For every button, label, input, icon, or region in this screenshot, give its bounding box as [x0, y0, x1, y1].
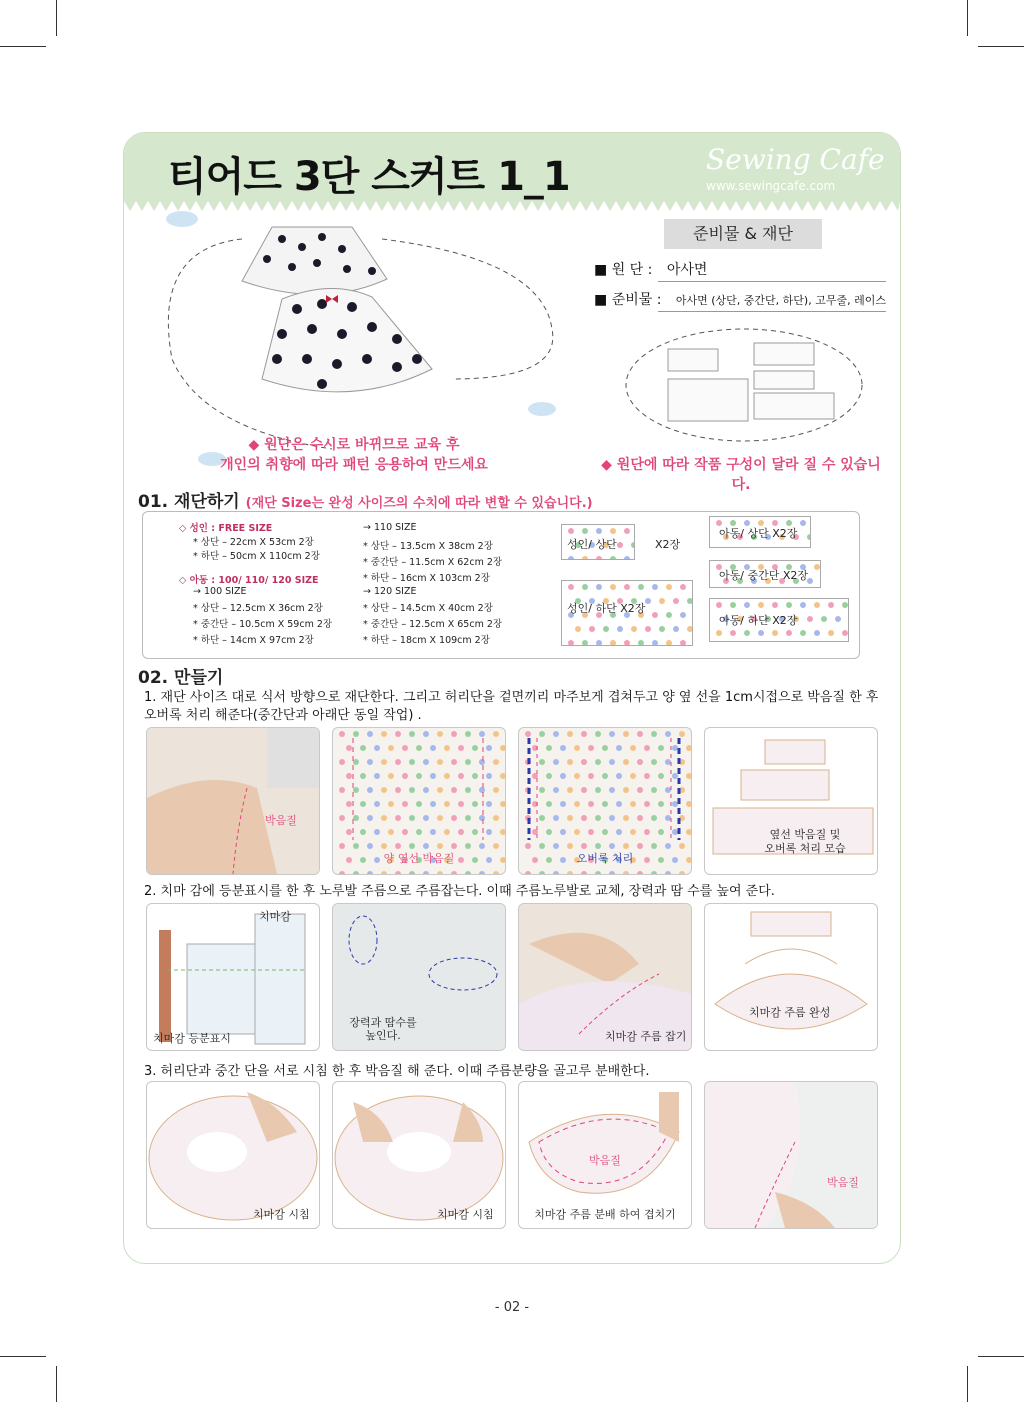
- flower-dot: [800, 630, 806, 636]
- bullet-icon: ■: [594, 292, 612, 308]
- flower-dot: [687, 626, 693, 632]
- flower-dot: [680, 640, 686, 646]
- flower-dot: [645, 626, 651, 632]
- flower-dot: [673, 598, 679, 604]
- size-line: * 상단 – 14.5cm X 40cm 2장: [363, 603, 493, 614]
- crop-mark: [978, 1356, 1024, 1357]
- flower-dot: [638, 640, 644, 646]
- flower-dot: [610, 640, 616, 646]
- flower-dot: [828, 630, 834, 636]
- flower-dot: [610, 556, 616, 560]
- photo-caption: 양 옆선 박음질: [383, 852, 455, 865]
- size-table: [142, 511, 860, 659]
- flower-dot: [624, 528, 630, 534]
- flower-dot: [617, 626, 623, 632]
- size-line: * 상단 – 13.5cm X 38cm 2장: [363, 541, 493, 552]
- size-line: * 하단 – 18cm X 109cm 2장: [363, 635, 490, 646]
- photo-caption: 박음질: [589, 1154, 621, 1167]
- crop-mark: [978, 46, 1024, 47]
- flower-dot: [800, 602, 806, 608]
- flower-dot: [596, 528, 602, 534]
- fabric-piece-label: 성인/ 상단: [567, 538, 617, 551]
- flower-dot: [842, 630, 848, 636]
- flower-dot: [758, 630, 764, 636]
- flower-dot: [772, 602, 778, 608]
- flower-dot: [582, 556, 588, 560]
- brand-logo: Sewing Cafe: [706, 143, 885, 176]
- photo-machine-tension: [332, 903, 506, 1051]
- photo-caption: 치마감 시침: [253, 1208, 310, 1221]
- flower-dot: [807, 616, 813, 622]
- size-head: → 100 SIZE: [193, 586, 247, 597]
- flower-dot: [610, 528, 616, 534]
- flower-dot: [744, 602, 750, 608]
- step-2-text: 2. 치마 감에 등분표시를 한 후 노루발 주름으로 주름잡는다. 이때 주름노루발로 교체, 장력과 땀 수를 높여 준다.: [144, 884, 775, 899]
- flower-dot: [652, 612, 658, 618]
- crop-mark: [0, 1356, 46, 1357]
- size-line: * 중간단 – 12.5cm X 65cm 2장: [363, 619, 503, 630]
- photo-overlock-result: [704, 727, 878, 875]
- fabric-piece-label: 성인/ 하단 X2장: [567, 602, 646, 615]
- flower-dot: [828, 602, 834, 608]
- flower-dot: [758, 602, 764, 608]
- flower-dot: [589, 626, 595, 632]
- flower-dot: [659, 598, 665, 604]
- fabric-row: [594, 259, 707, 279]
- photo-caption: 박음질: [827, 1176, 859, 1189]
- photo-caption: 박음질: [265, 814, 297, 827]
- crop-mark: [56, 1366, 57, 1402]
- flower-dot: [680, 612, 686, 618]
- section-cutting-subtitle: (재단 Size는 완성 사이즈의 수치에 따라 변할 수 있습니다.): [245, 496, 593, 511]
- child-size-head: ◇ 아동 : 100/ 110/ 120 SIZE: [179, 575, 319, 586]
- flower-dot: [582, 528, 588, 534]
- crop-mark: [0, 46, 46, 47]
- flower-dot: [610, 584, 616, 590]
- flower-dot: [568, 640, 574, 646]
- note-right: ◆ 원단에 따라 작품 구성이 달라 질 수 있습니다.: [601, 457, 881, 493]
- flower-dot: [631, 542, 635, 548]
- size-line: * 상단 – 12.5cm X 36cm 2장: [193, 603, 323, 614]
- flower-dot: [673, 626, 679, 632]
- photo-caption: 오버록 처리: [576, 852, 634, 865]
- flower-dot: [786, 630, 792, 636]
- note-left: ◆ 원단은 수시로 바뀌므로 교육 후 개인의 취향에 따라 패턴 응용하여 만드세요: [220, 437, 488, 473]
- flower-dot: [596, 640, 602, 646]
- flower-dot: [568, 528, 574, 534]
- fabric-piece-label: 아동/ 하단 X2장: [719, 614, 798, 627]
- flower-dot: [652, 640, 658, 646]
- flower-dot: [568, 556, 574, 560]
- flower-dot: [786, 602, 792, 608]
- section-making-title: 02. 만들기: [138, 668, 224, 688]
- fabric-piece-qty: X2장: [655, 538, 681, 551]
- flower-dot: [624, 584, 630, 590]
- size-line: * 상단 – 22cm X 53cm 2장: [193, 537, 314, 548]
- supplies-value: 아사면 (상단, 중간단, 하단), 고무줄, 레이스: [675, 294, 886, 307]
- flower-dot: [666, 612, 672, 618]
- flower-dot: [680, 584, 686, 590]
- flower-dot: [821, 616, 827, 622]
- photo-division-marks: [146, 903, 320, 1051]
- crop-mark: [56, 0, 57, 36]
- flower-dot: [631, 626, 637, 632]
- flower-dot: [624, 640, 630, 646]
- photo-distribute-gathers: [518, 1081, 692, 1229]
- photo-basting-2: [332, 1081, 506, 1229]
- flower-dot: [730, 602, 736, 608]
- size-head: → 110 SIZE: [363, 522, 417, 533]
- size-line: * 중간단 – 10.5cm X 59cm 2장: [193, 619, 333, 630]
- flower-dot: [575, 626, 581, 632]
- photo-basting-1: [146, 1081, 320, 1229]
- step-1-text: 1. 재단 사이즈 대로 식서 방향으로 재단한다. 그리고 허리단을 겉면끼리 마주보게 겹쳐두고 양 옆 선을 1cm시접으로 박음질 한 후 오버록 처리 해준다(중간단과 아래단 동일 작업) .: [144, 690, 879, 723]
- cloud-icon: [528, 402, 556, 416]
- photo-caption: 치마감 등분표시: [153, 1032, 231, 1045]
- fabric-piece-label: 아동/ 중간단 X2장: [719, 569, 808, 582]
- fabric-label: 원 단 :: [611, 262, 653, 278]
- materials-tag: 준비물 & 재단: [664, 219, 822, 249]
- size-line: * 하단 – 14cm X 97cm 2장: [193, 635, 314, 646]
- flower-dot: [716, 602, 722, 608]
- flower-dot: [666, 640, 672, 646]
- photo-caption: 치마감 주름 분배 하여 겹치기: [534, 1208, 676, 1221]
- flower-dot: [842, 602, 848, 608]
- flower-dot: [800, 520, 806, 526]
- flower-dot: [687, 598, 693, 604]
- bullet-icon: ■: [594, 262, 612, 278]
- flower-dot: [744, 630, 750, 636]
- supplies-row: [594, 289, 886, 309]
- flower-dot: [716, 630, 722, 636]
- page-title: 티어드 3단 스커트 1_1: [168, 154, 570, 200]
- flower-dot: [666, 584, 672, 590]
- flower-dot: [624, 556, 630, 560]
- photo-caption: 치마감 주름 완성: [749, 1006, 831, 1019]
- content-panel: [123, 132, 901, 1264]
- brand-url: www.sewingcafe.com: [706, 179, 836, 193]
- adult-size-head: ◇ 성인 : FREE SIZE: [179, 523, 273, 534]
- flower-dot: [730, 630, 736, 636]
- photo-gathering: [518, 903, 692, 1051]
- flower-dot: [596, 556, 602, 560]
- size-head: → 120 SIZE: [363, 586, 417, 597]
- flower-dot: [652, 584, 658, 590]
- divider: [658, 311, 886, 312]
- step-3-text: 3. 허리단과 중간 단을 서로 시침 한 후 박음질 해 준다. 이때 주름분량을 골고루 분배한다.: [144, 1064, 650, 1079]
- flower-dot: [814, 602, 820, 608]
- size-line: * 하단 – 50cm X 110cm 2장: [193, 551, 320, 562]
- photo-side-seams: [332, 727, 506, 875]
- flower-dot: [582, 640, 588, 646]
- photo-caption: 치마감: [259, 910, 291, 923]
- photo-final-stitch: [704, 1081, 878, 1229]
- photo-caption: 치마감 주름 잡기: [605, 1030, 687, 1043]
- flower-dot: [603, 626, 609, 632]
- fabric-pieces-illustration: [624, 325, 864, 445]
- flower-dot: [835, 616, 841, 622]
- flower-dot: [659, 626, 665, 632]
- page-number: - 02 -: [494, 1300, 530, 1315]
- flower-dot: [772, 630, 778, 636]
- crop-mark: [967, 0, 968, 36]
- photo-gathered-result: [704, 903, 878, 1051]
- flower-dot: [568, 584, 574, 590]
- photo-overlock: [518, 727, 692, 875]
- flower-dot: [814, 564, 820, 570]
- section-cutting-title: 01. 재단하기 (재단 Size는 완성 사이즈의 수치에 따라 변할 수 있습니다.): [138, 492, 593, 512]
- size-line: * 중간단 – 11.5cm X 62cm 2장: [363, 557, 503, 568]
- flower-dot: [645, 598, 651, 604]
- photo-sewing-sides: [146, 727, 320, 875]
- flower-dot: [596, 584, 602, 590]
- divider: [658, 281, 886, 282]
- supplies-label: 준비물 :: [611, 292, 662, 308]
- photo-caption: 치마감 시침: [437, 1208, 494, 1221]
- flower-dot: [814, 630, 820, 636]
- flower-dot: [582, 584, 588, 590]
- cloud-icon: [166, 211, 198, 227]
- size-line: * 하단 – 16cm X 103cm 2장: [363, 573, 490, 584]
- flower-dot: [617, 542, 623, 548]
- flower-dot: [807, 534, 811, 540]
- fabric-value: 아사면: [666, 262, 708, 278]
- flower-dot: [638, 584, 644, 590]
- photo-caption: 장력과 땀수를 높인다.: [349, 1016, 417, 1042]
- photo-caption: 옆선 박음질 및 오버록 처리 모습: [764, 828, 846, 855]
- crop-mark: [967, 1366, 968, 1402]
- fabric-piece-label: 아동/ 상단 X2장: [719, 527, 798, 540]
